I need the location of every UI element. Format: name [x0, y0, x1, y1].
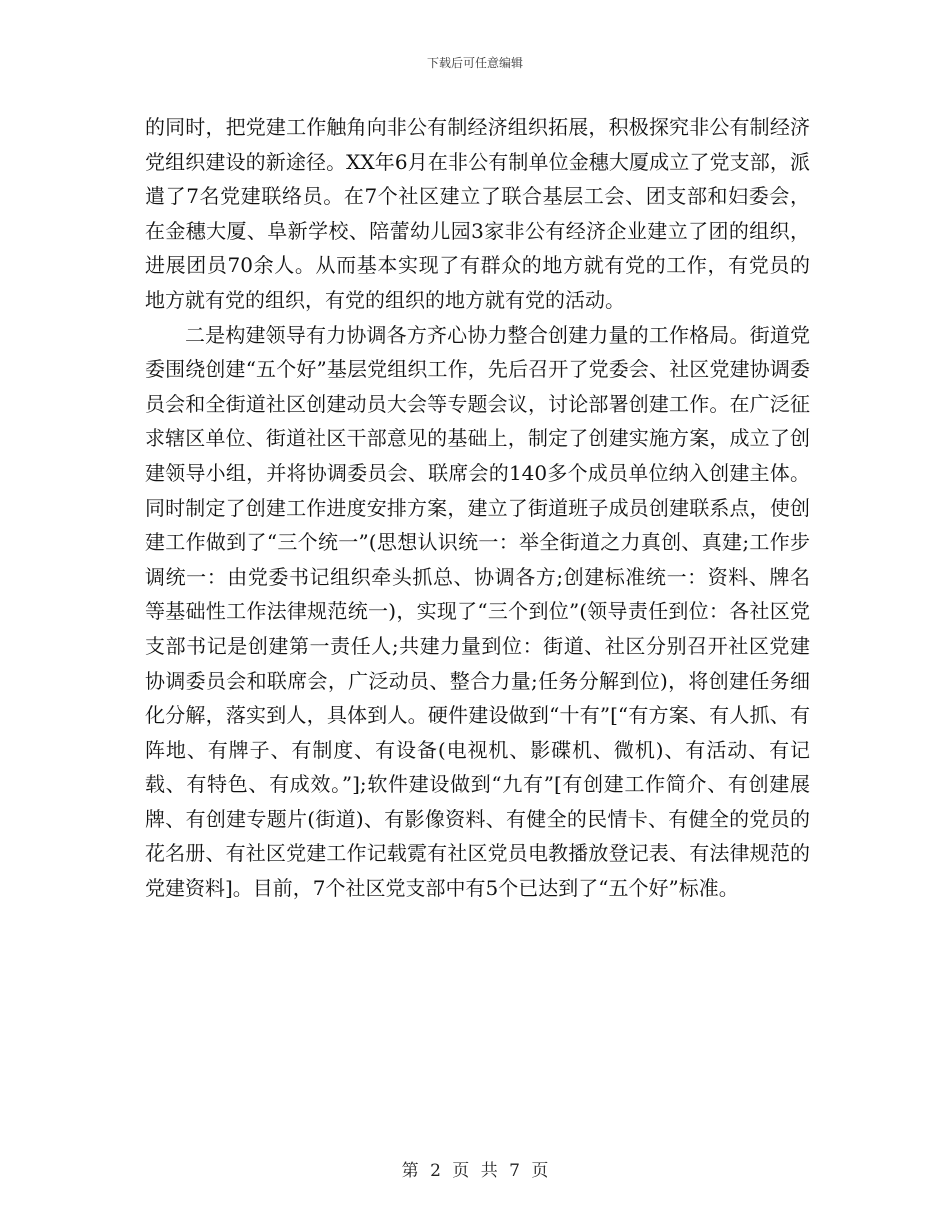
page-header-note: 下载后可任意编辑	[426, 56, 523, 70]
page-number: 第 2 页 共 7 页	[401, 1161, 549, 1181]
paragraph-1: 的同时，把党建工作触角向非公有制经济组织拓展，积极探究非公有制经济党组织建设的新途径。XX年6月在非公有制单位金穗大厦成立了党支部，派遣了7名党建联络员。在7个社区建立了联合基层工会、团支部和妇委会，在金穗大厦、阜新学校、陪蕾幼儿园3家非公有经济企业建立了团的组织，进展团员70余人。从而基本实现了有群众的地方就有党的工作，有党员的地方就有党的组织，有党的组织的地方就有党的活动。	[145, 115, 810, 312]
document-body	[145, 110, 810, 906]
paragraph-2: 二是构建领导有力协调各方齐心协力整合创建力量的工作格局。街道党委围绕创建“五个好”基层党组织工作，先后召开了党委会、社区党建协调委员会和全街道社区创建动员大会等专题会议，讨论部署创建工作。在广泛征求辖区单位、街道社区干部意见的基础上，制定了创建实施方案，成立了创建领导小组，并将协调委员会、联席会的140多个成员单位纳入创建主体。同时制定了创建工作进度安排方案，建立了街道班子成员创建联系点，使创建工作做到了“三个统一”(思想认识统一：举全街道之力真创、真建;工作步调统一：由党委书记组织牵头抓总、协调各方;创建标准统一：资料、牌名等基础性工作法律规范统一)，实现了“三个到位”(领导责任到位：各社区党支部书记是创建第一责任人;共建力量到位：街道、社区分别召开社区党建协调委员会和联席会，广泛动员、整合力量;任务分解到位)，将创建任务细化分解，落实到人，具体到人。硬件建设做到“十有”[“有方案、有人抓、有阵地、有牌子、有制度、有设备(电视机、影碟机、微机)、有活动、有记载、有特色、有成效。”];软件建设做到“九有”[有创建工作简介、有创建展牌、有创建专题片(街道)、有影像资料、有健全的民情卡、有健全的党员的花名册、有社区党建工作记载霓有社区党员电教播放登记表、有法律规范的党建资料]。目前，7个社区党支部中有5个已达到了“五个好”标准。	[145, 322, 810, 901]
